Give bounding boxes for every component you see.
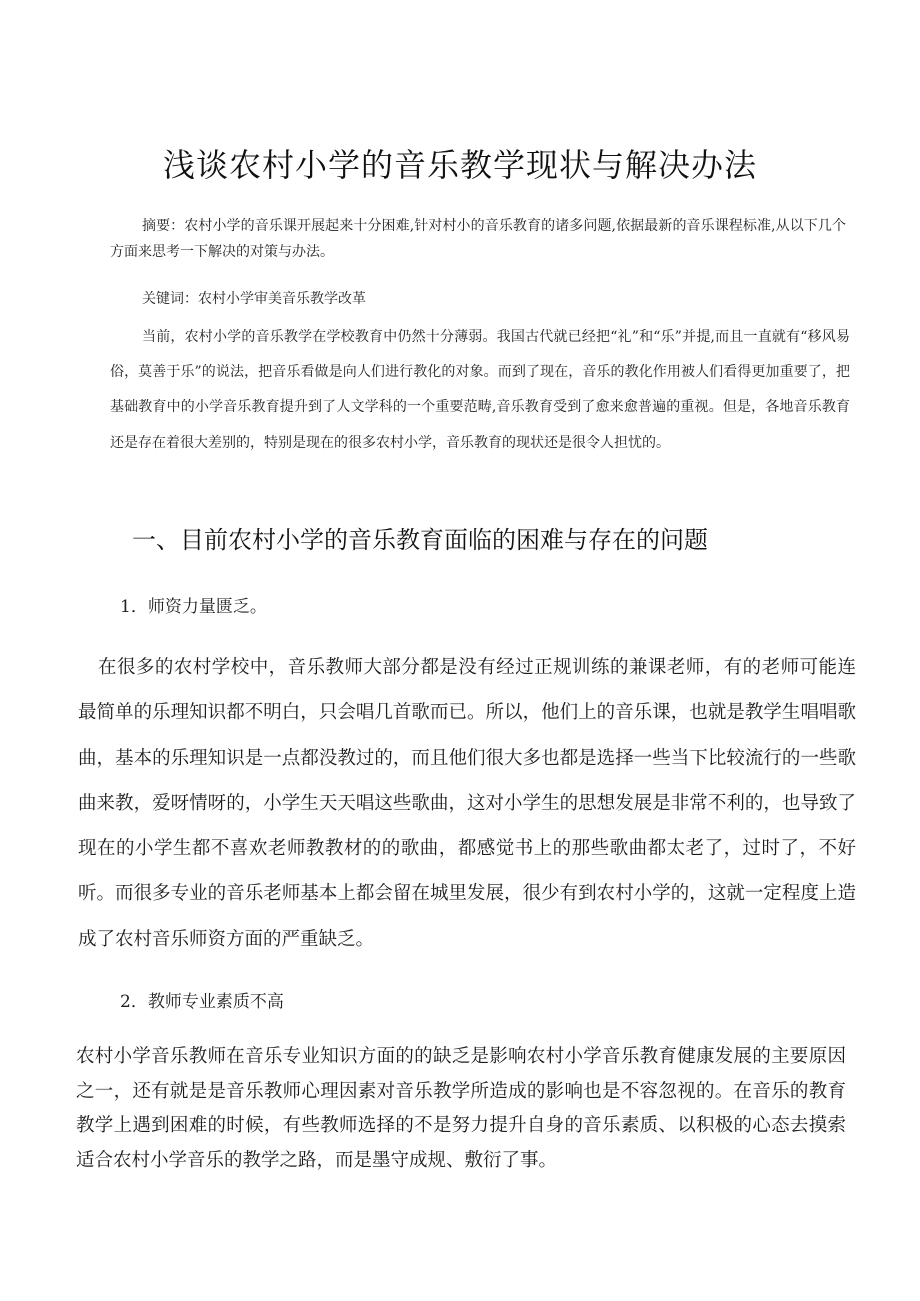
abstract-paragraph: 摘要：农村小学的音乐课开展起来十分困难,针对村小的音乐教育的诸多问题,依据最新的音乐课程标准,从以下几个方面来思考一下解决的对策与办法。: [110, 218, 846, 260]
subsection-title-2: 2．教师专业素质不高: [120, 992, 284, 1012]
subsection-title-1: 1．师资力量匮乏。: [120, 597, 267, 617]
section-heading: 一、目前农村小学的音乐教育面临的困难与存在的问题: [132, 526, 708, 554]
keywords-line: 关键词：农村小学审美音乐教学改革: [142, 291, 366, 307]
subsection-body-2: 农村小学音乐教师在音乐专业知识方面的的缺乏是影响农村小学音乐教育健康发展的主要原因之一，还有就是是音乐教师心理因素对音乐教学所造成的影响也是不容忽视的。在音乐的教育教学上遇到困难的时候，有些教师选择的不是努力提升自身的音乐素质、以积极的心态去摸索适合农村小学音乐的教学之路，而是墨守成规、敷衍了事。: [76, 1046, 846, 1171]
subsection-body-1: 在很多的农村学校中，音乐教师大部分都是没有经过正规训练的兼课老师，有的老师可能连最简单的乐理知识都不明白，只会唱几首歌而已。所以，他们上的音乐课，也就是教学生唱唱歌曲，基本的乐理知识是一点都没教过的，而且他们很大多也都是选择一些当下比较流行的一些歌曲来教，爱呀情呀的，小学生天天唱这些歌曲，这对小学生的思想发展是非常不利的，也导致了现在的小学生都不喜欢老师教教材的的歌曲，都感觉书上的那些歌曲都太老了，过时了，不好听。而很多专业的音乐老师基本上都会留在城里发展，很少有到农村小学的，这就一定程度上造成了农村音乐师资方面的严重缺乏。: [78, 657, 856, 950]
document-title: 浅谈农村小学的音乐教学现状与解决办法: [162, 146, 757, 184]
intro-paragraph: 当前，农村小学的音乐教学在学校教育中仍然十分薄弱。我国古代就已经把“礼”和“乐”并提,而且一直就有“移风易俗，莫善于乐”的说法，把音乐看做是向人们进行教化的对象。而到了现在，音乐的教化作用被人们看得更加重要了，把基础教育中的小学音乐教育提升到了人文学科的一个重要范畴,音乐教育受到了愈来愈普遍的重视。但是，各地音乐教育还是存在着很大差别的，特别是现在的很多农村小学，音乐教育的现状还是很令人担忧的。: [110, 329, 850, 451]
